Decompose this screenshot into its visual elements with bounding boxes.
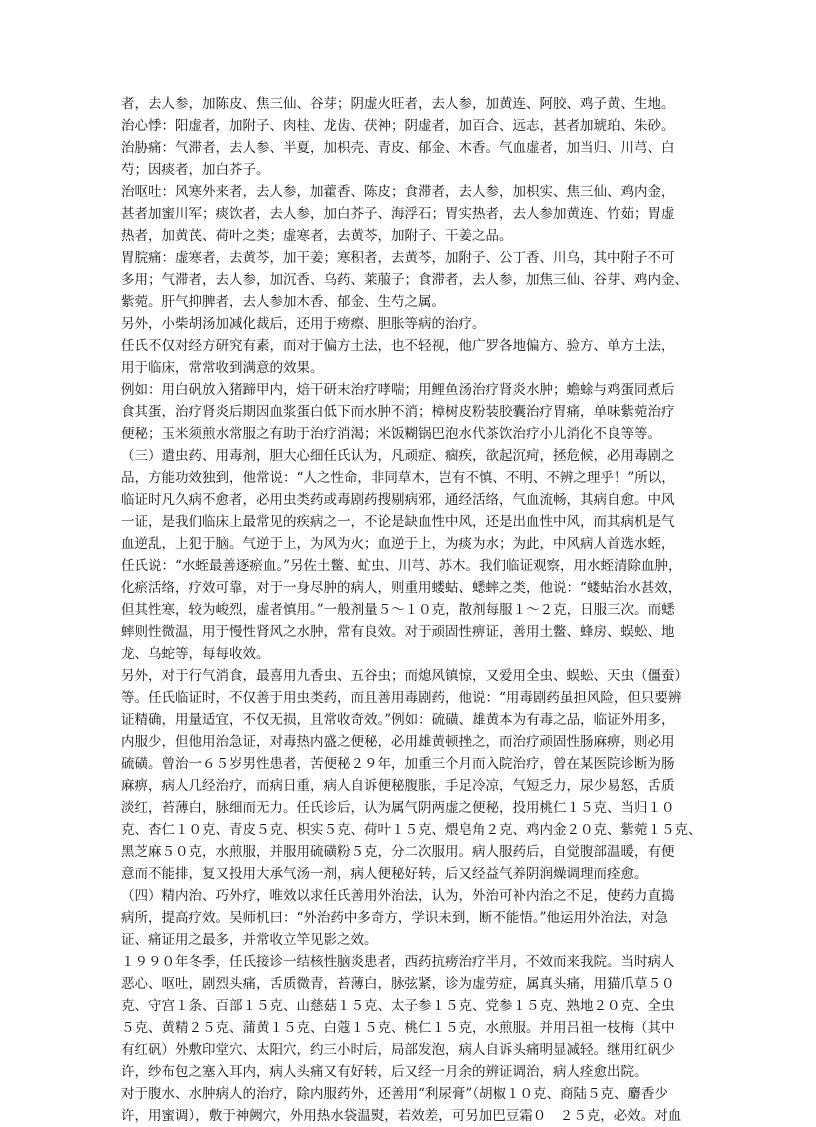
paragraph-stomach-pain: 胃脘痛：虚寒者，去黄芩，加干姜；寒积者，去黄芩，加附子、公丁香、川乌，其中附子不可 多用；气滞者，去人参，加沉香、乌药、莱菔子；食滞者，去人参，加焦三仙、谷芽、鸡内金、 紫菀。肝气抑脾者，去人参加木香、郁金、生芍之属。 [121, 250, 688, 310]
paragraph-appetite: 者，去人参，加陈皮、焦三仙、谷芽；阴虚火旺者，去人参，加黄连、阿胶、鸡子黄、生地。 [121, 96, 675, 112]
paragraph-remedy-examples: 例如：用白矾放入猪蹄甲内，焙干研末治疗哮喘；用鲤鱼汤治疗肾炎水肿；蟾蜍与鸡蛋同煮后 食其蛋，治疗肾炎后期因血浆蛋白低下而水肿不消；樟树皮粉装胶囊治疗胃痛，单味紫菀治疗 便秘；玉米须煎水常服之有助于治疗消渴；米饭糊锅巴泡水代茶饮治疗小儿消化不良等等。 [121, 382, 675, 442]
paragraph-hypochondriac-pain: 治胁痛：气滞者，去人参、半夏，加枳壳、青皮、郁金、木香。气血虚者，加当归、川芎、白 芍；因痰者，加白芥子。 [121, 140, 675, 178]
paragraph-folk-remedies: 任氏不仅对经方研究有素，而对于偏方土法，也不轻视，他广罗各地偏方、验方、单方土法， 用于临床，常常收到满意的效果。 [121, 338, 675, 376]
paragraph-section-three: （三）遣虫药、用毒剂，胆大心细任氏认为，凡顽症、痼疾，欲起沉疴，拯危候，必用毒剧之 品，方能功效独到，他常说：“人之性命，非同草木，岂有不慎、不明、不辨之理乎！”所以， 临证时凡久病不愈者，必用虫类药或毒剧药搜剔病邪，通经活络，气血流畅，其病自愈。中风 一证，是我们临床上最常见的疾病之一，不论是缺血性中风，还是出血性中风，而其病机是气 血逆乱，上犯于脑。气逆于上，为风为火；血逆于上，为痰为水；为此，中风病人首选水蛭， 任氏说：“水蛭最善逐瘀血。”另佐土鳖、虻虫、川芎、苏木。我们临证观察，用水蛭清除血肿， 化瘀活络，疗效可靠，对于一身尽肿的病人，则重用蝼蛄、蟋蟀之类，他说：“蝼蛄治水甚效， 但其性寒，较为峻烈，虚者慎用。”一般剂量５～１０克，散剂每服１～２克，日服三次。而蟋 蟀则性微温，用于慢性肾风之水肿，常有良效。对于顽固性痹证，善用土鳖、蜂房、蜈蚣、地 龙、乌蛇等，每每收效。 [121, 448, 682, 662]
paragraph-section-four: （四）精内治、巧外疗，唯效以求任氏善用外治法，认为，外治可补内治之不足，使药力直捣 病所，提高疗效。吴师机曰：“外治药中多奇方，学识未到，断不能悟。”他运用外治法，对急 证、痛证用之最多，并常收立竿见影之效。 [121, 888, 675, 948]
paragraph-xiaochaihu: 另外，小柴胡汤加减化裁后，还用于痨瘵、胆胀等病的治疗。 [121, 316, 486, 332]
paragraph-ascites-treatment: 对于腹水、水肿病人的治疗，除内服药外，还善用“利尿膏”（胡椒１０克、商陆５克、麝香少 许，用蜜调），敷于神阙穴，外用热水袋温熨，若效差，可另加巴豆霜０ ２５克，必效。对血 [121, 1086, 682, 1124]
paragraph-vomiting: 治呕吐：风寒外来者，去人参，加藿香、陈皮；食滞者，去人参，加枳实、焦三仙、鸡内金， 甚者加蜜川军；痰饮者，去人参，加白芥子、海浮石；胃实热者，去人参加黄连、竹茹；胃虚 热者，加黄芪、荷叶之类；虚寒者，去黄芩，加附子、干姜之品。 [121, 184, 675, 244]
paragraph-case-1990: １９９０年冬季，任氏接诊一结核性脑炎患者，西药抗痨治疗半月，不效而来我院。当时病人 恶心、呕吐，剧烈头痛，舌质微青，苔薄白，脉弦紧，诊为虚劳症，属真头痛，用猫爪草５０ 克、守宫１条、百部１５克、山慈菇１５克、太子参１５克、党参１５克、熟地２０克、全虫 ５克、黄精２５克、蒲黄１５克、白蔻１５克、桃仁１５克，水煎服。并用吕祖一枝梅（其中 有红矾）外敷印堂穴、太阳穴，约三小时后，局部发泡，病人自诉头痛明显减轻。继用红矾少 许，纱布包之塞入耳内，病人头痛又有好转，后又经一月余的辨证调治，病人痊愈出院。 [121, 954, 675, 1080]
paragraph-toxic-drugs: 另外，对于行气消食，最喜用九香虫、五谷虫；而熄风镇惊，又爱用全虫、蜈蚣、天虫（僵蚕） 等。任氏临证时，不仅善于用虫类药，而且善用毒剧药，他说：“用毒剧药虽担风险，但只要辨 证精确，用量适宜，不仅无损，且常收奇效。”例如：硫磺、雄黄本为有毒之品，临证外用多， 内服少，但他用治急证，对毒热内盛之便秘，必用雄黄顿挫之，而治疗顽固性肠麻痹，则必用 硫磺。曾治一６５岁男性患者，苦便秘２９年，加重三个月而入院治疗，曾在某医院诊断为肠 麻痹，病人几经治疗，而病日重，病人自诉便秘腹胀，手足冷凉，气短乏力，尿少易怒，舌质 淡红，苔薄白，脉细而无力。任氏诊后，认为属气阴两虚之便秘，投用桃仁１５克、当归１０ 克、杏仁１０克、青皮５克、枳实５克、荷叶１５克、煨皂角２克、鸡内金２０克、紫菀１５克、 黑芝麻５０克，水煎服，并服用硫磺粉５克，分二次服用。病人服药后，自觉腹部温暖，有便 意而不能排，复又投用大承气汤一剂，病人便秘好转，后又经益气养阴润燥调理而痊愈。 [121, 668, 702, 882]
paragraph-palpitations: 治心悸：阳虚者，加附子、肉桂、龙齿、茯神；阴虚者，加百合、远志，甚者加琥珀、朱砂。 [121, 118, 675, 134]
